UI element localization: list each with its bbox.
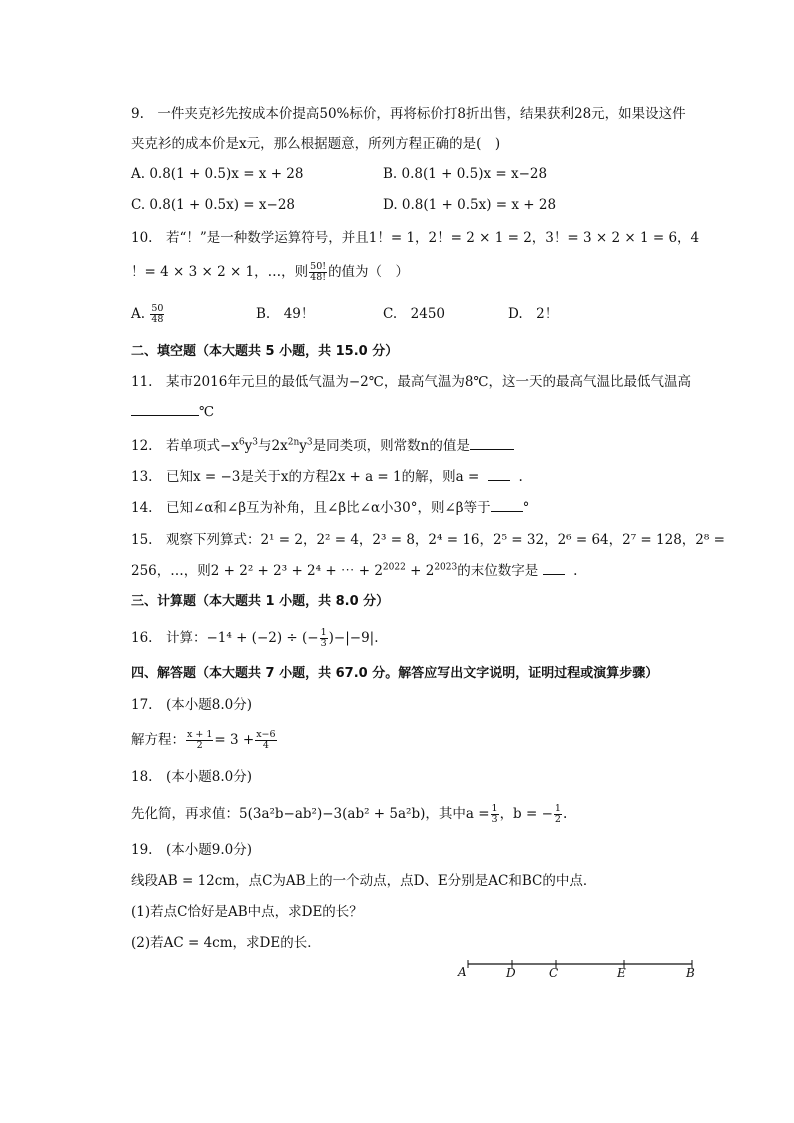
q17-text-mid: = 3 +: [214, 732, 255, 748]
q18-frac-a-den: 3: [491, 814, 498, 825]
q9-option-a: A. 0.8(1 + 0.5)x = x + 28: [131, 166, 304, 182]
q9-line1: 9. 一件夹克衫先按成本价提高50%标价，再将标价打8折出售，结果获利28元，如果设这件: [131, 106, 686, 122]
q12-text-mid2: 与2x: [258, 438, 288, 454]
q16-frac-num: 1: [320, 627, 327, 638]
q13-text-pre: 13. 已知x = −3是关于x的方程2x + a = 1的解，则a =: [131, 469, 480, 485]
q13-text-post: .: [518, 469, 523, 485]
q9-line2: 夹克衫的成本价是x元，那么根据题意，所列方程正确的是( ): [131, 136, 501, 152]
q18-fraction-a: [491, 804, 499, 825]
q10-line2: [131, 262, 409, 283]
q19-line2: (1)若点C恰好是AB中点，求DE的长？: [131, 904, 363, 920]
q14-line: [131, 498, 529, 518]
q15-exp1: 2022: [382, 562, 406, 573]
q18-fraction-b: [554, 804, 562, 825]
q15-answer-blank: [543, 562, 565, 575]
q17-frac1-num: x + 1: [187, 729, 213, 740]
q16-fraction: [320, 628, 328, 649]
q12-exp1: 6: [238, 437, 245, 448]
q9-option-b: B. 0.8(1 + 0.5)x = x−28: [383, 166, 548, 182]
q15-line1: 15. 观察下列算式：2¹ = 2，2² = 4，2³ = 8，2⁴ = 16，2⁵ = 32，2⁶ = 64，2⁷ = 128，2⁸ =: [131, 532, 725, 548]
q17-frac2-num: x−6: [256, 729, 276, 740]
q16-text-post: )−|−9|.: [328, 630, 379, 646]
q10-option-a-fraction: [150, 304, 164, 325]
q12-exp4: 3: [306, 437, 313, 448]
q10-a-num: 50: [151, 303, 164, 314]
q13-answer-blank: [488, 468, 510, 481]
q18-text-pre: 先化简，再求值：5(3a²b−ab²)−3(ab² + 5a²b)，其中a =: [131, 806, 490, 822]
q14-text-post: °: [522, 500, 530, 516]
q15-line2-pre: 256，…，则2 + 2² + 2³ + 2⁴ + ⋯ + 2: [131, 563, 383, 579]
q10-frac-num: 50!: [310, 261, 327, 272]
label-c: C: [549, 966, 559, 980]
label-e: E: [617, 966, 626, 980]
q19-line3: (2)若AC = 4cm，求DE的长．: [131, 935, 321, 951]
q17-equation: [131, 730, 278, 751]
section-fill-blank-heading: 二、填空题（本大题共 5 小题，共 15.0 分）: [131, 344, 399, 359]
q16-text-pre: 16. 计算：−1⁴ + (−2) ÷ (−: [131, 630, 319, 646]
section-calc-heading: 三、计算题（本大题共 1 小题，共 8.0 分）: [131, 594, 390, 609]
q9-option-d: D. 0.8(1 + 0.5x) = x + 28: [383, 197, 557, 213]
q15-line2-post: 的末位数字是: [457, 563, 539, 579]
q12-exp2: 3: [252, 437, 259, 448]
section-solve-heading: 四、解答题（本大题共 7 小题，共 67.0 分。解答应写出文字说明，证明过程或演算步骤）: [131, 666, 659, 681]
q16-frac-den: 3: [320, 638, 327, 649]
q10-option-c: C. 2450: [383, 306, 445, 322]
q12-text-post: 是同类项，则常数n的值是: [312, 438, 470, 454]
q14-text-pre: 14. 已知∠α和∠β互为补角，且∠β比∠α小30°，则∠β等于: [131, 500, 491, 516]
q12-answer-blank: [470, 437, 514, 450]
q12-line: [131, 436, 514, 456]
q9-option-c: C. 0.8(1 + 0.5x) = x−28: [131, 197, 295, 213]
q10-line2-post: 的值为（ ）: [328, 264, 410, 280]
q10-option-a: [131, 304, 165, 325]
q12-exp3: 2n: [287, 437, 300, 448]
q10-frac-den: 48!: [310, 272, 327, 283]
q12-text-mid3: y: [299, 438, 307, 454]
q10-fraction: [309, 262, 327, 283]
q17-frac1-den: 2: [196, 740, 203, 751]
q14-answer-blank: [491, 499, 523, 512]
q15-exp2: 2023: [434, 562, 458, 573]
q17-text-pre: 解方程：: [131, 732, 185, 748]
q16-line: [131, 628, 379, 649]
q17-heading: 17. (本小题8.0分): [131, 697, 252, 713]
q18-frac-b-num: 1: [554, 803, 561, 814]
q12-text-mid1: y: [244, 438, 253, 454]
q10-line2-pre: ！= 4 × 3 × 2 × 1，…，则: [131, 264, 309, 280]
q17-frac2-den: 4: [262, 740, 269, 751]
q15-line2: [131, 561, 577, 581]
q18-frac-a-num: 1: [491, 803, 498, 814]
q19-heading: 19. (本小题9.0分): [131, 842, 252, 858]
q12-text-pre: 12. 若单项式−x: [131, 438, 239, 454]
q17-fraction-1: [186, 730, 213, 751]
q10-line1: 10. 若“！”是一种数学运算符号，并且1！= 1，2！= 2 × 1 = 2，3！= 3 × 2 × 1 = 6，4: [131, 230, 700, 246]
q18-heading: 18. (本小题8.0分): [131, 769, 252, 785]
label-b: B: [686, 966, 695, 980]
q11-answer-blank: [131, 403, 199, 416]
q17-fraction-2: [255, 730, 276, 751]
q13-line: [131, 467, 523, 487]
q11-line1: 11. 某市2016年元旦的最低气温为−2℃，最高气温为8℃，这一天的最高气温比最低气温高: [131, 374, 692, 390]
q18-text-post: .: [562, 806, 568, 822]
q10-a-den: 48: [151, 314, 164, 325]
segment-figure: [452, 952, 702, 988]
q18-text-mid: ，b = −: [499, 806, 553, 822]
q15-line2-end: .: [573, 563, 578, 579]
q11-unit: ℃: [199, 404, 215, 420]
q18-expression: [131, 804, 567, 825]
q10-option-b: B. 49！: [256, 306, 315, 322]
q19-line1: 线段AB = 12cm，点C为AB上的一个动点，点D、E分别是AC和BC的中点．: [131, 873, 597, 889]
q10-option-d: D. 2！: [508, 306, 559, 322]
q15-line2-mid: + 2: [405, 563, 435, 579]
q11-line2: [131, 402, 214, 422]
label-a: A: [458, 965, 467, 979]
label-d: D: [506, 966, 516, 980]
q18-frac-b-den: 2: [554, 814, 561, 825]
q10-option-a-prefix: A.: [131, 306, 146, 322]
